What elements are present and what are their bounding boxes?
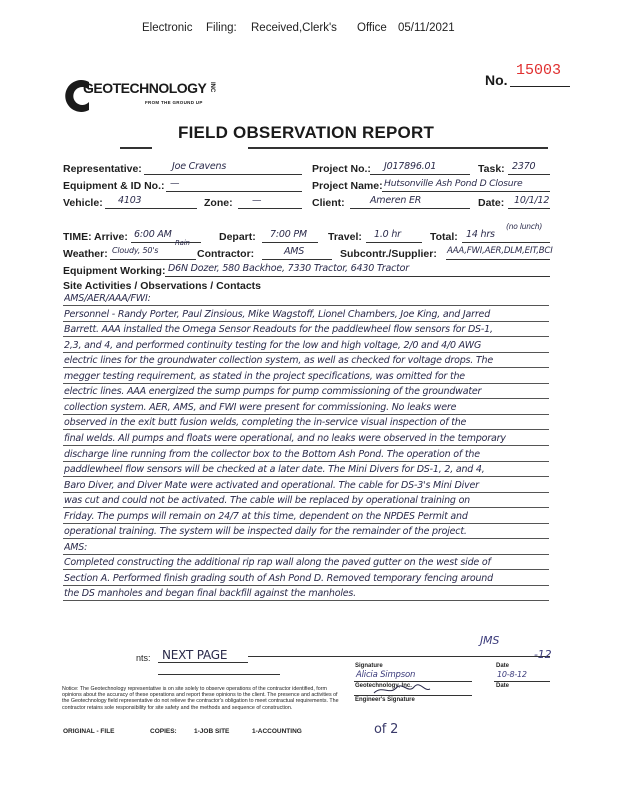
signature-company: Geotechnology, Inc. bbox=[355, 683, 412, 689]
ruled-line bbox=[63, 429, 549, 430]
filing-office: Office bbox=[357, 22, 387, 34]
zone-label: Zone: bbox=[204, 197, 233, 209]
logo-name: GEOTECHNOLOGY bbox=[83, 80, 207, 96]
report-no-label: No. bbox=[485, 72, 508, 88]
equipment-working-value: D6N Dozer, 580 Backhoe, 7330 Tractor, 6430 Tractor bbox=[168, 263, 409, 274]
client-value: Ameren ER bbox=[370, 195, 422, 206]
narrative-line: Section A. Performed finish grading south of Ash Pond D. Removed temporary fencing around bbox=[64, 572, 493, 584]
narrative-line: AMS: bbox=[64, 541, 88, 553]
time-label: TIME: bbox=[63, 231, 92, 243]
depart-value: 7:00 PM bbox=[270, 229, 307, 240]
filing-label: Filing: bbox=[206, 22, 237, 34]
filing-date: 05/11/2021 bbox=[398, 22, 455, 34]
initials: JMS bbox=[480, 634, 500, 647]
weather-note: Rain bbox=[175, 239, 190, 247]
project-no-value: J017896.01 bbox=[384, 161, 437, 172]
narrative-line: AMS/AER/AAA/FWI: bbox=[64, 293, 151, 304]
project-name-label: Project Name: bbox=[312, 180, 383, 192]
date-label-1: Date bbox=[496, 663, 510, 669]
weather-value: Cloudy, 50's bbox=[112, 246, 159, 255]
signature-label: Signature bbox=[355, 663, 383, 669]
travel-value: 1.0 hr bbox=[374, 229, 401, 240]
narrative-line: paddlewheel flow sensors will be checked at a later date. The Mini Divers for DS-1, 2, and 4, bbox=[64, 464, 485, 476]
ruled-line bbox=[63, 461, 549, 462]
depart-label: Depart: bbox=[219, 231, 256, 243]
total-note: (no lunch) bbox=[506, 222, 543, 231]
ruled-line bbox=[63, 476, 549, 477]
date-partial: -12 bbox=[534, 648, 552, 661]
report-no-value: 15003 bbox=[516, 62, 562, 79]
equipment-id-value: — bbox=[170, 178, 180, 189]
contractor-label: Contractor: bbox=[197, 248, 255, 260]
dist-copies: COPIES: bbox=[150, 728, 177, 735]
filing-electronic: Electronic bbox=[142, 22, 193, 34]
comments-label: nts: bbox=[136, 653, 151, 663]
task-value: 2370 bbox=[512, 161, 536, 172]
dist-original: ORIGINAL - FILE bbox=[63, 728, 115, 735]
narrative-line: megger testing requirement, as stated in the project specifications, was omitted for the bbox=[64, 370, 465, 382]
narrative-line: the DS manholes and began final backfill against the manholes. bbox=[64, 588, 356, 600]
narrative-line: electric lines. AAA energized the sump pumps for pump commissioning of the groundwater bbox=[64, 386, 482, 398]
vehicle-value: 4103 bbox=[118, 195, 142, 206]
logo-tagline: FROM THE GROUND UP bbox=[145, 100, 203, 105]
page-of: of 2 bbox=[374, 722, 399, 737]
page-title: FIELD OBSERVATION REPORT bbox=[178, 123, 435, 142]
logo-inc: INC bbox=[209, 82, 215, 93]
subcontr-label: Subcontr./Supplier: bbox=[340, 248, 437, 260]
date-label: Date: bbox=[478, 197, 505, 209]
ruled-line bbox=[63, 507, 549, 508]
equipment-working-label: Equipment Working: bbox=[63, 265, 166, 277]
travel-label: Travel: bbox=[328, 231, 362, 243]
zone-value: — bbox=[252, 195, 262, 206]
client-label: Client: bbox=[312, 197, 345, 209]
project-no-label: Project No.: bbox=[312, 163, 371, 175]
narrative-line: discharge line running from the collector box to the Bottom Ash Pond. The operation of the bbox=[64, 448, 480, 460]
narrative-line: observed in the exit butt fusion welds, completing the in-service visual inspection of the bbox=[64, 417, 467, 429]
ruled-line bbox=[63, 305, 549, 306]
task-label: Task: bbox=[478, 163, 505, 175]
ruled-line bbox=[63, 367, 549, 368]
ruled-line bbox=[63, 445, 549, 446]
date-value-1: 10-8-12 bbox=[497, 670, 527, 679]
filing-received: Received,Clerk's bbox=[251, 22, 337, 34]
narrative-line: operational training. The system will be inspected daily for the remainder of the project. bbox=[64, 526, 467, 538]
narrative-line: Completed constructing the additional rip rap wall along the paved gutter on the west side of bbox=[64, 557, 491, 569]
narrative-line: final welds. All pumps and floats were operational, and no leaks were observed in the temporary bbox=[64, 432, 506, 444]
narrative-line: collection system. AER, AMS, and FWI were present for commissioning. No leaks were bbox=[64, 401, 457, 413]
dist-accounting: 1-ACCOUNTING bbox=[252, 728, 302, 735]
representative-value: Joe Cravens bbox=[172, 161, 227, 172]
signature-value: Alicia Simpson bbox=[356, 670, 416, 680]
equipment-id-label: Equipment & ID No.: bbox=[63, 180, 165, 192]
ruled-line bbox=[63, 352, 549, 353]
narrative-line: Baro Diver, and Diver Mate were activated and operational. The cable for DS-3's Mini Diver bbox=[64, 479, 479, 491]
ruled-line bbox=[63, 414, 549, 415]
ruled-line bbox=[63, 569, 549, 570]
arrive-value: 6:00 AM bbox=[134, 229, 172, 240]
narrative-line: Friday. The pumps will remain on 24/7 at this time, dependent on the NPDES Permit and bbox=[64, 510, 468, 522]
ruled-line bbox=[63, 492, 549, 493]
total-value: 14 hrs bbox=[466, 229, 495, 240]
date-value: 10/1/12 bbox=[514, 195, 550, 206]
company-logo bbox=[63, 76, 293, 116]
ruled-line bbox=[63, 336, 549, 337]
ruled-line bbox=[63, 554, 549, 555]
total-label: Total: bbox=[430, 231, 458, 243]
arrive-label: Arrive: bbox=[94, 231, 128, 243]
subcontr-value: AAA,FWI,AER,DLM,EIT,BCI bbox=[447, 246, 553, 256]
date-label-2: Date bbox=[496, 683, 510, 689]
narrative-line: was cut and could not be activated. The cable will be replaced by operational training on bbox=[64, 495, 471, 507]
vehicle-label: Vehicle: bbox=[63, 197, 103, 209]
dist-job-site: 1-JOB SITE bbox=[194, 728, 230, 735]
notice-text: Notice: The Geotechnology representative is on site solely to observe operations of the contractor identified, form opinions about the accuracy of these operations and report these opinions to the client. The presence and activities of the Geotechnology field representative do not relieve the contractor's obligation to meet contractual requirements. The contractor retains sole responsibility for site safety and the methods and sequence of construction. bbox=[62, 686, 339, 711]
ruled-line bbox=[63, 398, 549, 399]
engineer-signature-label: Engineer's Signature bbox=[355, 697, 415, 703]
ruled-line bbox=[63, 538, 549, 539]
ruled-line bbox=[63, 600, 549, 601]
ruled-line bbox=[63, 321, 549, 322]
ruled-line bbox=[63, 585, 549, 586]
comments-value: NEXT PAGE bbox=[162, 648, 228, 662]
narrative-line: Personnel - Randy Porter, Paul Zinsious, Mike Wagstoff, Lionel Chambers, Joe King, and Jarred bbox=[64, 308, 491, 320]
ruled-line bbox=[63, 523, 549, 524]
narrative-line: 2,3, and 4, and performed continuity testing for the low and high voltage, 2/0 and 4/0 AWG bbox=[64, 339, 482, 351]
narrative-line: electric lines for the groundwater collection system, as well as checked for voltage drops. The bbox=[64, 355, 493, 367]
weather-label: Weather: bbox=[63, 248, 108, 260]
project-name-value: Hutsonville Ash Pond D Closure bbox=[384, 178, 523, 189]
site-activities-label: Site Activities / Observations / Contacts bbox=[63, 280, 262, 292]
narrative-line: Barrett. AAA installed the Omega Sensor Readouts for the paddlewheel flow sensors for DS-1, bbox=[64, 324, 493, 336]
ruled-line bbox=[63, 383, 549, 384]
representative-label: Representative: bbox=[63, 163, 142, 175]
contractor-value: AMS bbox=[284, 246, 305, 257]
